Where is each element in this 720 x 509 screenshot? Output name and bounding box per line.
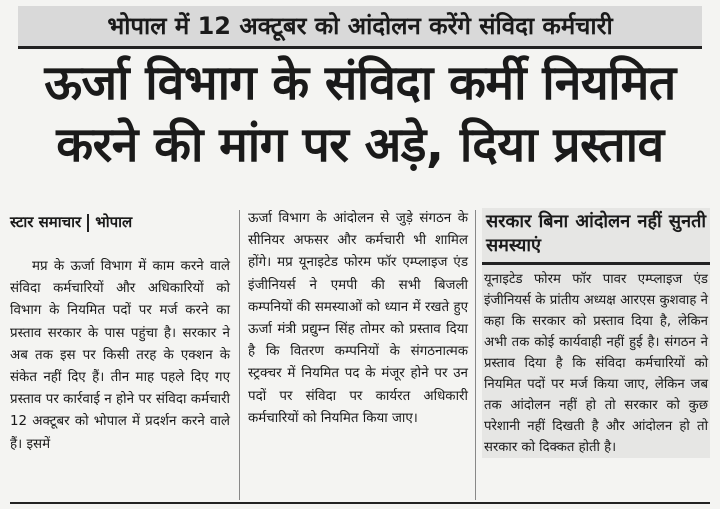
headline-line-2: करने की मांग पर अड़े, दिया प्रस्ताव (56, 117, 664, 173)
article-text-1: मप्र के ऊर्जा विभाग में काम करने वाले संविदा कर्मचारियों और अधिकारियों को विभाग के नियमित पदों पर मर्ज करने का प्रस्ताव सरकार के पास पहुंचा है। सरकार ने अब तक इस पर किसी तरह के एक्शन के संकेत नहीं दिए हैं। तीन माह पहले दिए गए प्रस्ताव पर कार्रवाई न होने पर संविदा कर्मचारी 12 अक्टूबर को भोपाल में प्रदर्शन करने वाले हैं। इसमें (10, 259, 230, 452)
byline-place: भोपाल (95, 213, 133, 231)
byline-divider (87, 214, 89, 232)
byline (10, 208, 230, 236)
kicker-headline: भोपाल में 12 अक्टूबर को आंदोलन करेंगे संविदा कर्मचारी (18, 6, 702, 49)
byline-source: स्टार समाचार (10, 213, 82, 231)
sidebar-heading: सरकार बिना आंदोलन नहीं सुनती समस्याएं (482, 208, 710, 265)
article-text-2: ऊर्जा विभाग के आंदोलन से जुड़े संगठन के सीनियर अफसर और कर्मचारी भी शामिल होंगे। मप्र यूनाइटेड फोरम फॉर एम्प्लाइज एंड इंजीनियर्स ने एमपी की सभी बिजली कम्पनियों की समस्याओं को ध्यान में रखते हुए ऊर्जा मंत्री प्रद्युम्न सिंह तोमर को प्रस्ताव दिया है कि वितरण कम्पनियों के संगठनात्मक स्ट्रक्चर में नियमित पद के मंजूर होने पर उन पदों पर संविदा पर कार्यरत अधिकारी कर्मचारियों को नियमित किया जाए। (248, 211, 468, 426)
article-column-2 (248, 208, 468, 430)
headline-line-1: ऊर्जा विभाग के संविदा कर्मी नियमित (44, 55, 676, 111)
article-column-1 (10, 208, 230, 456)
column-divider (239, 210, 240, 500)
main-headline (10, 52, 710, 176)
column-divider (475, 210, 476, 500)
bottom-rule (10, 502, 710, 504)
sidebar-text: यूनाइटेड फोरम फॉर पावर एम्प्लाइज एंड इंजीनियर्स के प्रांतीय अध्यक्ष आरएस कुशवाह ने कहा कि सरकार को प्रस्ताव दिया है, लेकिन अभी तक कोई कार्यवाही नहीं हुई है। संगठन ने प्रस्ताव दिया है कि संविदा कर्मचारियों को नियमित पदों पर मर्ज किया जाए, लेकिन जब तक आंदोलन नहीं हो तो सरकार को कुछ परेशानी नहीं दिखती है और आंदोलन हो तो सरकार को दिक्कत होती है। (484, 272, 708, 455)
sidebar-box (482, 208, 710, 458)
